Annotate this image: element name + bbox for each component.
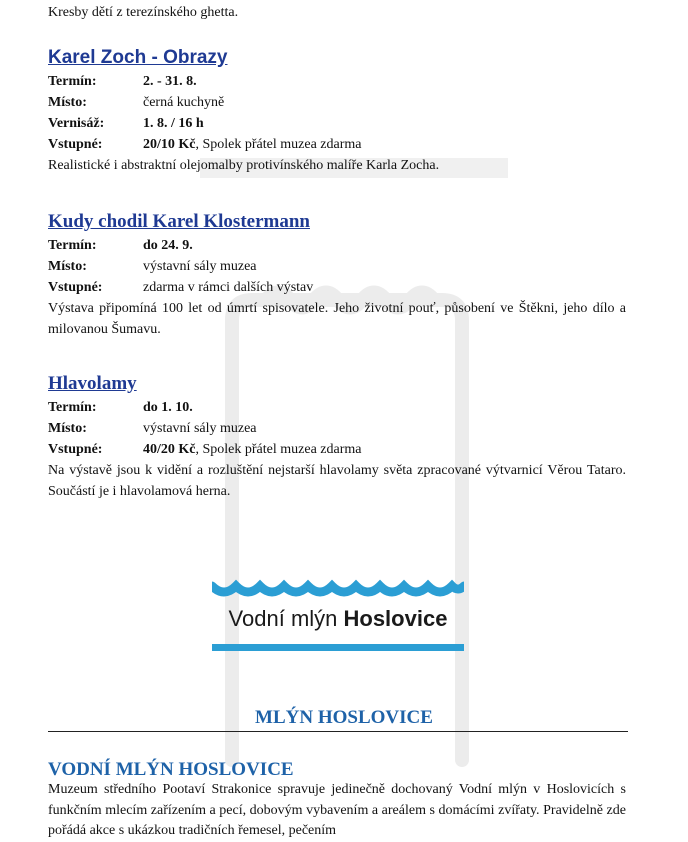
row-label: Místo: bbox=[48, 421, 87, 436]
waves-icon bbox=[212, 576, 464, 602]
row-value: do 1. 10. bbox=[143, 400, 193, 415]
row-value: zdarma v rámci dalších výstav bbox=[143, 280, 314, 295]
section-title: Kudy chodil Karel Klostermann bbox=[48, 211, 310, 232]
row-value: výstavní sály muzea bbox=[143, 421, 257, 436]
row-label: Termín: bbox=[48, 238, 97, 253]
intro-text: Kresby dětí z terezínského ghetta. bbox=[48, 5, 239, 20]
row-termin bbox=[48, 397, 626, 418]
row-misto bbox=[48, 92, 626, 113]
row-label: Místo: bbox=[48, 259, 87, 274]
row-label: Vstupné: bbox=[48, 137, 103, 152]
row-label: Místo: bbox=[48, 95, 87, 110]
subheading: VODNÍ MLÝN HOSLOVICE bbox=[48, 759, 294, 780]
exhibition-klostermann bbox=[48, 210, 626, 340]
section-description: Realistické i abstraktní olejomalby protivínského malíře Karla Zocha. bbox=[48, 158, 440, 173]
divider bbox=[48, 731, 628, 732]
row-label: Termín: bbox=[48, 74, 97, 89]
mill-paragraph: Muzeum středního Pootaví Strakonice spravuje jedinečně dochovaný Vodní mlýn v Hoslovicích s funkčním mlecím zařízením a pecí, dobovým vybavením a areálem s domácími zvířaty. Pravidelně zde pořádá akce s ukázkou tradičních řemesel, pečením bbox=[48, 782, 626, 838]
row-label: Vstupné: bbox=[48, 442, 103, 457]
section-title: Hlavolamy bbox=[48, 373, 137, 394]
logo-underline bbox=[212, 644, 464, 651]
row-value: 2. - 31. 8. bbox=[143, 74, 197, 89]
logo-text-bold: Hoslovice bbox=[343, 606, 448, 631]
row-vstupne bbox=[48, 277, 626, 298]
row-misto bbox=[48, 418, 626, 439]
row-vstupne bbox=[48, 134, 626, 155]
row-value: černá kuchyně bbox=[143, 95, 225, 110]
section-heading: MLÝN HOSLOVICE bbox=[255, 707, 433, 728]
row-value: do 24. 9. bbox=[143, 238, 193, 253]
row-value: 1. 8. / 16 h bbox=[143, 116, 204, 131]
row-label: Vstupné: bbox=[48, 280, 103, 295]
section-title: Karel Zoch - Obrazy bbox=[48, 47, 228, 68]
row-value: výstavní sály muzea bbox=[143, 259, 257, 274]
exhibition-karel-zoch bbox=[48, 46, 626, 176]
logo-text-regular: Vodní mlýn bbox=[228, 606, 344, 631]
section-description: Na výstavě jsou k vidění a rozluštění nejstarší hlavolamy světa zpracované výtvarnicí Věrou Tataro. Součástí je i hlavolamová herna. bbox=[48, 463, 626, 499]
logo-text bbox=[212, 606, 464, 632]
row-label: Vernisáž: bbox=[48, 116, 105, 131]
section-description: Výstava připomíná 100 let od úmrtí spisovatele. Jeho životní pouť, působení ve Štěkni, jeho dílo a milovanou Šumavu. bbox=[48, 301, 626, 337]
row-value-bold: 40/20 Kč bbox=[143, 442, 196, 457]
row-termin bbox=[48, 235, 626, 256]
row-termin bbox=[48, 71, 626, 92]
row-vstupne bbox=[48, 439, 626, 460]
row-value-rest: , Spolek přátel muzea zdarma bbox=[195, 442, 362, 457]
mill-logo bbox=[212, 576, 464, 654]
row-value-rest: , Spolek přátel muzea zdarma bbox=[195, 137, 362, 152]
row-misto bbox=[48, 256, 626, 277]
row-value-bold: 20/10 Kč bbox=[143, 137, 196, 152]
row-vernisaz bbox=[48, 113, 626, 134]
row-label: Termín: bbox=[48, 400, 97, 415]
exhibition-hlavolamy bbox=[48, 372, 626, 502]
